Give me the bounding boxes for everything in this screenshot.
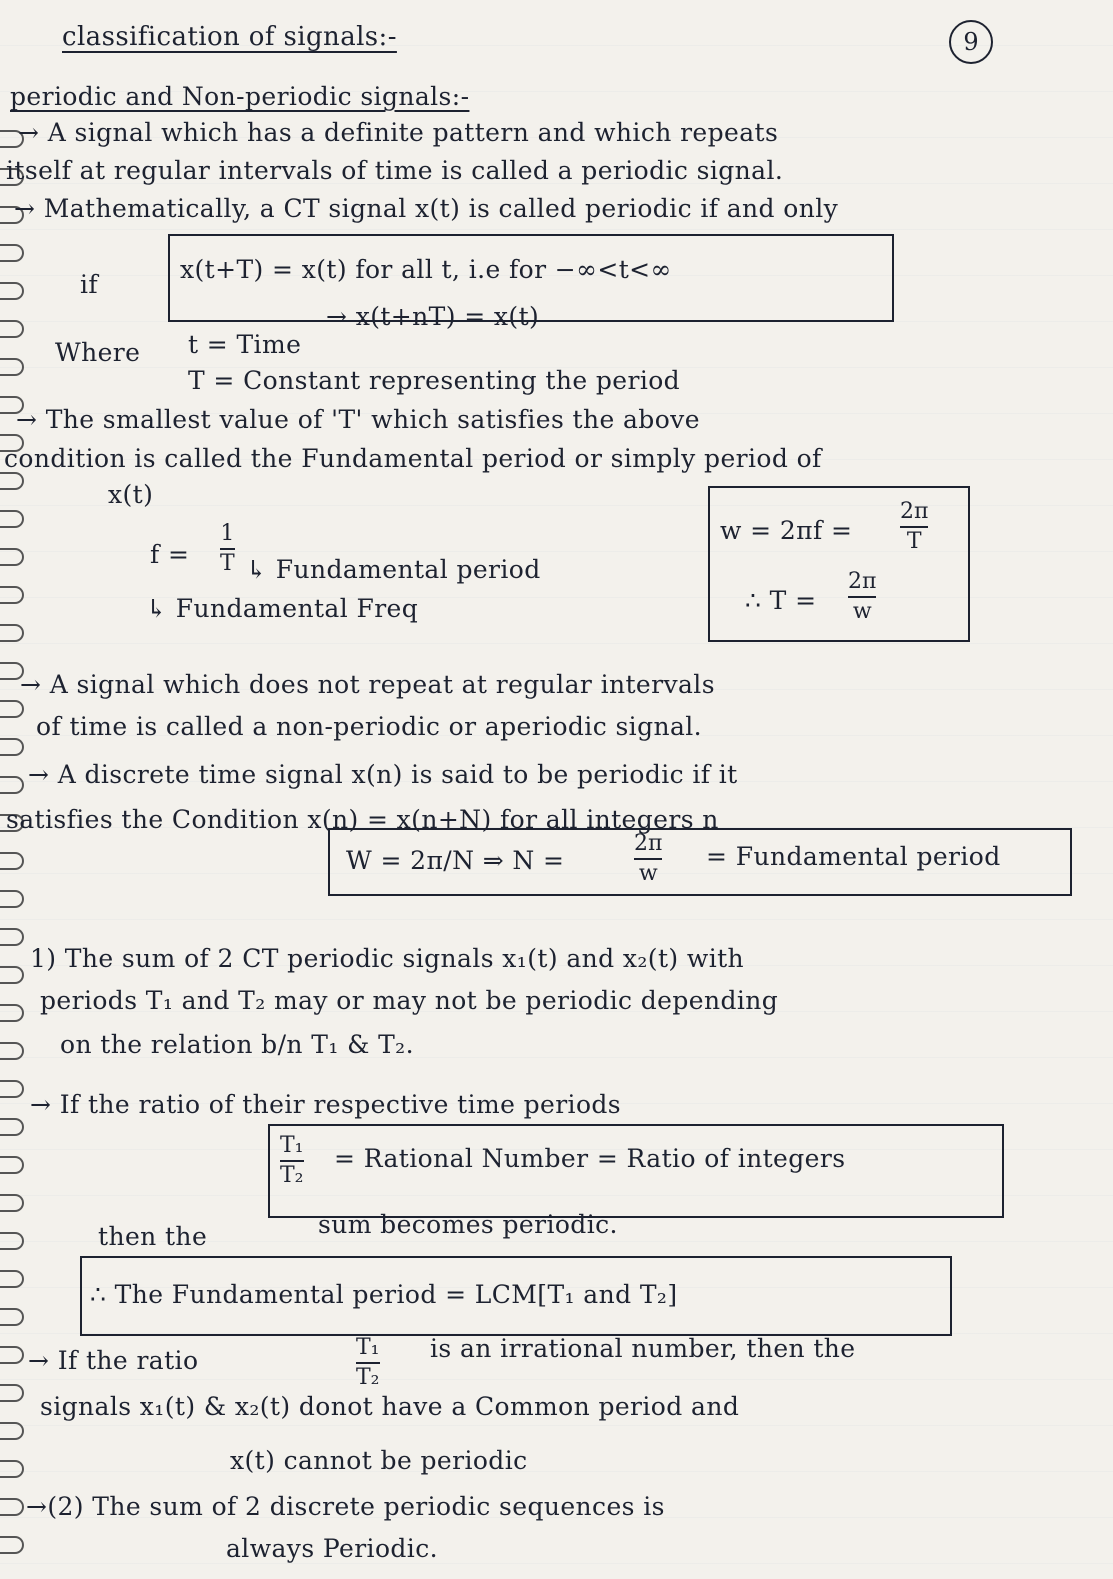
spiral-ring <box>0 1270 24 1288</box>
text-line: periods T₁ and T₂ may or may not be periodic depending <box>40 986 779 1015</box>
text-line: → The smallest value of 'T' which satisfies the above <box>16 405 700 434</box>
text-line: x(t) <box>108 480 154 509</box>
spiral-ring <box>0 1004 24 1022</box>
omega-eq1-num: 2π <box>900 499 929 524</box>
omega-eq2: ∴ T = <box>745 586 817 615</box>
ratio-text: = Rational Number = Ratio of integers <box>334 1144 846 1173</box>
spiral-ring <box>0 776 24 794</box>
irrational-ratio-fraction <box>356 1336 380 1390</box>
text-line: → Mathematically, a CT signal x(t) is called periodic if and only <box>14 194 839 223</box>
text-then: then the <box>98 1222 208 1251</box>
ratio-num: T₁ <box>280 1133 304 1158</box>
text-line: itself at regular intervals of time is called a periodic signal. <box>6 156 784 185</box>
spiral-ring <box>0 1536 24 1554</box>
spiral-ring <box>0 320 24 338</box>
spiral-ring <box>0 1156 24 1174</box>
spiral-ring <box>0 966 24 984</box>
spiral-ring <box>0 1460 24 1478</box>
spiral-ring <box>0 1498 24 1516</box>
text-line: → A signal which has a definite pattern and which repeats <box>18 118 779 147</box>
fraction-bar <box>634 858 662 860</box>
spiral-ring <box>0 358 24 376</box>
spiral-ring <box>0 282 24 300</box>
spiral-ring <box>0 624 24 642</box>
periodic-condition-alt: → x(t+nT) = x(t) <box>326 302 540 331</box>
spiral-ring <box>0 700 24 718</box>
spiral-binding <box>0 0 30 1579</box>
text-line: →(2) The sum of 2 discrete periodic sequences is <box>26 1492 665 1521</box>
irrational-den: T₂ <box>356 1365 380 1391</box>
text-line: → If the ratio of their respective time periods <box>30 1090 622 1119</box>
fraction-bar <box>220 548 235 550</box>
discrete-period-fraction <box>634 832 662 886</box>
text-line: satisfies the Condition x(n) = x(n+N) for all integers n <box>6 805 719 834</box>
text-line: x(t) cannot be periodic <box>230 1446 528 1475</box>
fund-period-label: ↳ Fundamental period <box>246 555 541 584</box>
def-time: t = Time <box>188 330 302 359</box>
spiral-ring <box>0 1080 24 1098</box>
discrete-period-right: = Fundamental period <box>706 842 1001 871</box>
freq-den: T <box>220 551 235 577</box>
spiral-ring <box>0 1232 24 1250</box>
page-title: classification of signals:- <box>62 22 397 52</box>
text-line: of time is called a non-periodic or aperiodic signal. <box>36 712 703 741</box>
text-line: always Periodic. <box>226 1534 438 1563</box>
text-sum-periodic: sum becomes periodic. <box>318 1210 618 1239</box>
omega-eq2-den: w <box>852 599 872 625</box>
spiral-ring <box>0 472 24 490</box>
omega-eq2-fraction <box>848 570 876 624</box>
page-number <box>949 20 993 64</box>
irrational-num: T₁ <box>356 1335 380 1360</box>
fraction-bar <box>280 1160 304 1162</box>
spiral-ring <box>0 738 24 756</box>
spiral-ring <box>0 1194 24 1212</box>
section-title: periodic and Non-periodic signals:- <box>10 82 470 111</box>
omega-eq1-den: T <box>906 529 922 555</box>
ratio-den: T₂ <box>280 1163 304 1189</box>
spiral-ring <box>0 890 24 908</box>
periodic-condition: x(t+T) = x(t) for all t, i.e for −∞<t<∞ <box>180 255 672 284</box>
spiral-ring <box>0 1042 24 1060</box>
text-line: condition is called the Fundamental period or simply period of <box>4 444 822 473</box>
page-number-text: 9 <box>963 28 979 56</box>
text-line: signals x₁(t) & x₂(t) donot have a Common period and <box>40 1392 740 1421</box>
discrete-den: w <box>638 861 658 887</box>
spiral-ring <box>0 548 24 566</box>
discrete-period-left: W = 2π/N ⇒ N = <box>346 846 565 875</box>
spiral-ring <box>0 928 24 946</box>
text-if: if <box>80 270 99 299</box>
fraction-bar <box>356 1362 380 1364</box>
text-where: Where <box>55 338 141 367</box>
omega-box <box>708 486 970 642</box>
freq-fraction <box>220 522 235 576</box>
text-ratio-label: → If the ratio <box>28 1346 199 1375</box>
spiral-ring <box>0 586 24 604</box>
omega-eq2-num: 2π <box>848 569 877 594</box>
spiral-ring <box>0 1422 24 1440</box>
fund-freq-label: ↳ Fundamental Freq <box>146 594 419 623</box>
freq-num: 1 <box>220 521 235 546</box>
text-line: is an irrational number, then the <box>430 1334 856 1363</box>
spiral-ring <box>0 510 24 528</box>
spiral-ring <box>0 1346 24 1364</box>
lcm-text: ∴ The Fundamental period = LCM[T₁ and T₂] <box>90 1280 678 1309</box>
omega-eq1: w = 2πf = <box>720 516 853 545</box>
spiral-ring <box>0 244 24 262</box>
spiral-ring <box>0 1308 24 1326</box>
spiral-ring <box>0 1118 24 1136</box>
text-line: → A discrete time signal x(n) is said to be periodic if it <box>28 760 738 789</box>
def-period: T = Constant representing the period <box>188 366 681 395</box>
omega-eq1-fraction <box>900 500 928 554</box>
freq-label: f = <box>150 540 190 569</box>
text-line: 1) The sum of 2 CT periodic signals x₁(t) and x₂(t) with <box>30 944 745 973</box>
fraction-bar <box>848 596 876 598</box>
spiral-ring <box>0 852 24 870</box>
fraction-bar <box>900 526 928 528</box>
text-line: on the relation b/n T₁ & T₂. <box>60 1030 414 1059</box>
discrete-num: 2π <box>634 831 663 856</box>
ratio-fraction <box>280 1134 304 1188</box>
spiral-ring <box>0 1384 24 1402</box>
text-line: → A signal which does not repeat at regular intervals <box>20 670 715 699</box>
